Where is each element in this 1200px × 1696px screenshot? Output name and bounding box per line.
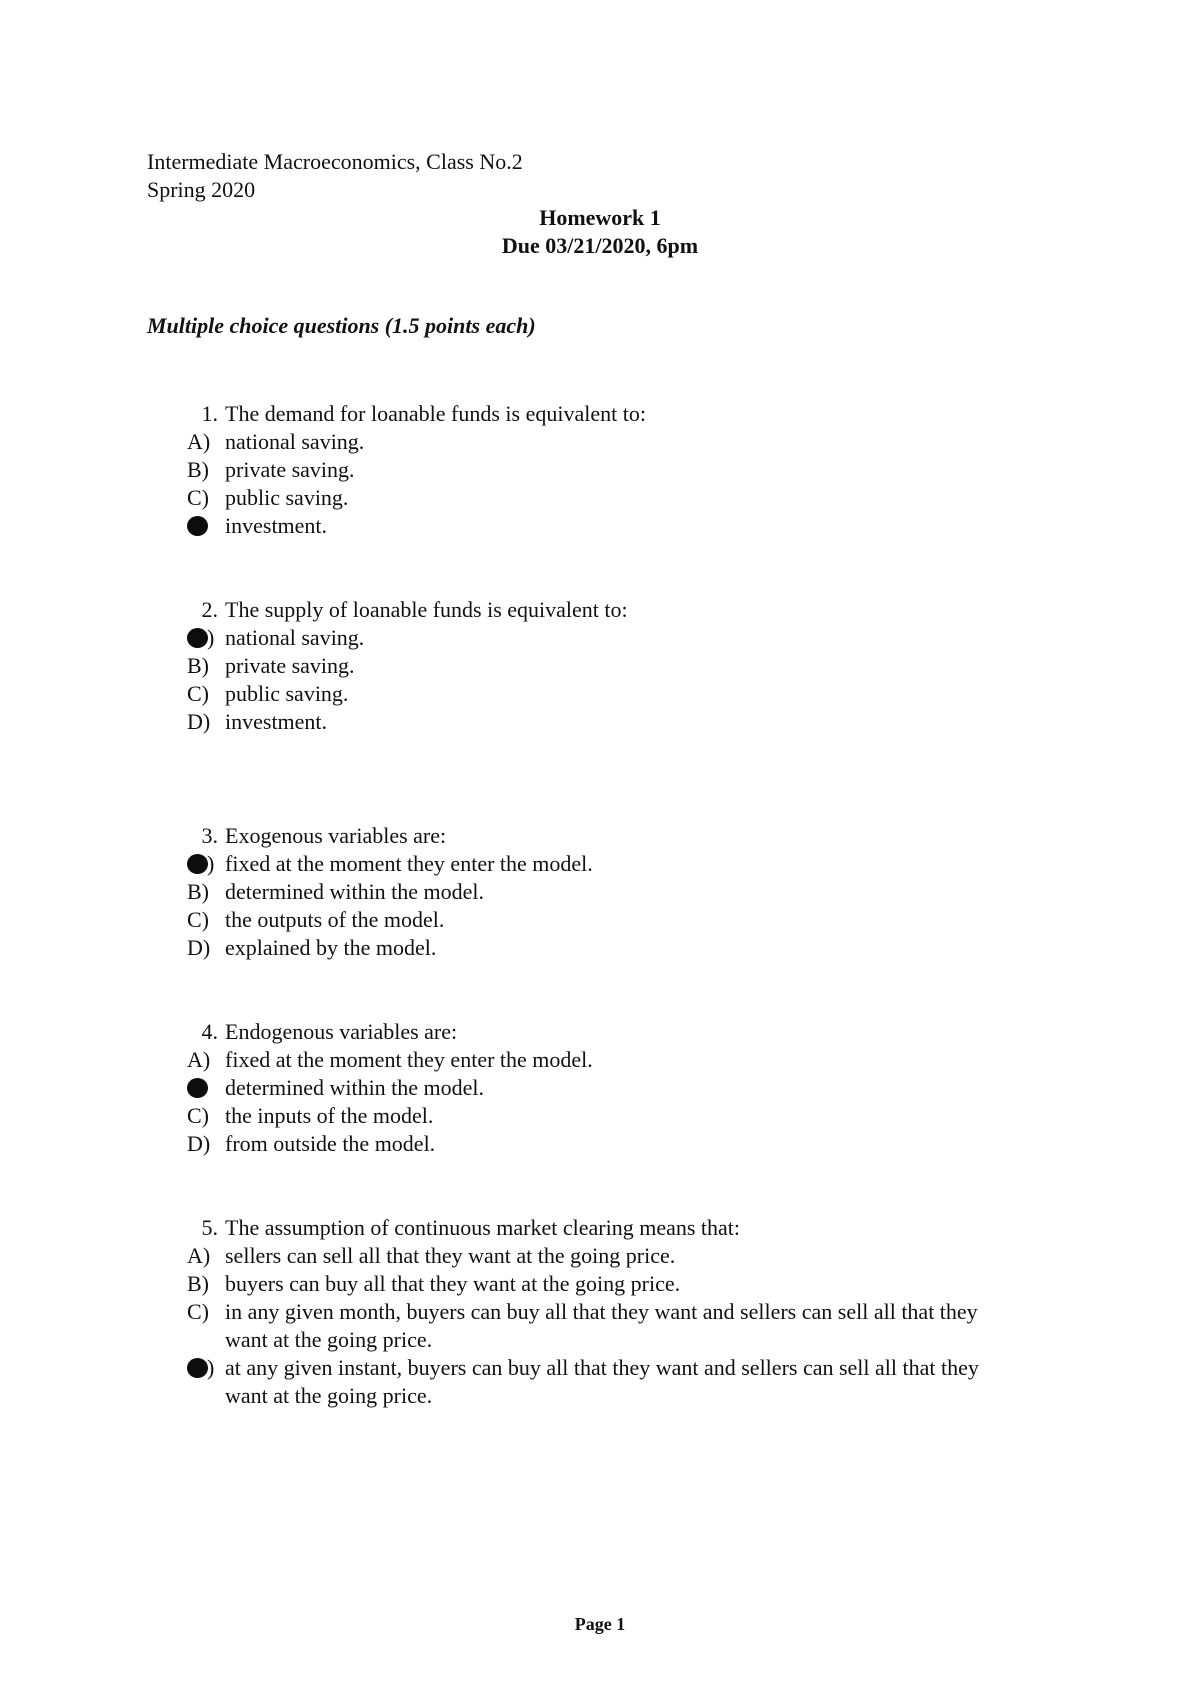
option-text: fixed at the moment they enter the model.: [225, 851, 593, 876]
question-3: [0, 822, 1200, 962]
option-b: [0, 1270, 1200, 1298]
question-number: 4.: [201, 1019, 218, 1044]
option-d: [0, 1130, 1200, 1158]
question-stem: [0, 1214, 1200, 1242]
option-text: investment.: [225, 709, 328, 734]
option-text: the inputs of the model.: [225, 1103, 434, 1128]
option-a: [0, 428, 1200, 456]
option-text: public saving.: [225, 485, 349, 510]
option-text: buyers can buy all that they want at the going price.: [225, 1271, 681, 1296]
option-text: fixed at the moment they enter the model.: [225, 1047, 593, 1072]
option-letter: C): [187, 485, 209, 510]
option-b: [0, 652, 1200, 680]
filled-answer-bubble-icon: [187, 628, 208, 648]
option-letter: A): [187, 1243, 211, 1268]
option-a: [0, 1046, 1200, 1074]
option-b: [0, 1074, 1200, 1102]
question-stem: [0, 596, 1200, 624]
option-letter: D): [187, 709, 211, 734]
option-text: explained by the model.: [225, 935, 437, 960]
option-text: the outputs of the model.: [225, 907, 445, 932]
option-text: public saving.: [225, 681, 349, 706]
question-text: Endogenous variables are:: [225, 1019, 458, 1044]
question-5: [0, 1214, 1200, 1410]
question-stem: [0, 400, 1200, 428]
option-d: [0, 708, 1200, 736]
option-text: determined within the model.: [225, 1075, 485, 1100]
option-d: [0, 512, 1200, 540]
option-c: [0, 680, 1200, 708]
question-text: The demand for loanable funds is equivalent to:: [225, 401, 646, 426]
option-letter: C): [187, 1299, 209, 1324]
option-c: [0, 906, 1200, 934]
option-d: ) at any given instant, buyers can buy all that they want and sellers can sell all that they want at the going price.: [0, 1354, 1200, 1410]
section-title: Multiple choice questions (1.5 points each): [147, 313, 536, 338]
question-text: The assumption of continuous market clearing means that:: [225, 1215, 741, 1240]
question-number: 1.: [201, 401, 218, 426]
filled-answer-bubble-icon: [187, 516, 208, 536]
option-letter: D): [187, 1131, 211, 1156]
due-date: Due 03/21/2020, 6pm: [501, 233, 699, 258]
question-stem: [0, 1018, 1200, 1046]
course-name: Intermediate Macroeconomics, Class No.2: [147, 149, 523, 174]
question-text: The supply of loanable funds is equivalent to:: [225, 597, 628, 622]
question-2: [0, 596, 1200, 736]
option-text: in any given month, buyers can buy all that they want and sellers can sell all that they want at the going price.: [225, 1299, 978, 1352]
option-text: national saving.: [225, 429, 365, 454]
option-a: ) national saving.: [0, 624, 1200, 652]
option-letter: B): [187, 457, 209, 482]
option-c: [0, 484, 1200, 512]
question-stem: [0, 822, 1200, 850]
option-text: from outside the model.: [225, 1131, 436, 1156]
option-c: [0, 1298, 1200, 1354]
option-text: national saving.: [225, 625, 365, 650]
filled-answer-bubble-icon: [187, 854, 208, 874]
filled-answer-bubble-icon: [187, 1078, 208, 1098]
term: Spring 2020: [147, 177, 256, 202]
option-d: [0, 934, 1200, 962]
option-text: private saving.: [225, 457, 355, 482]
question-1: [0, 400, 1200, 540]
question-number: 3.: [201, 823, 218, 848]
option-a: ) fixed at the moment they enter the model.: [0, 850, 1200, 878]
option-letter: A): [187, 1047, 211, 1072]
option-text: investment.: [225, 513, 328, 538]
option-text: private saving.: [225, 653, 355, 678]
filled-answer-bubble-icon: [187, 1358, 208, 1378]
option-letter: A): [187, 429, 211, 454]
option-text: determined within the model.: [225, 879, 485, 904]
page-number: Page 1: [574, 1614, 626, 1634]
question-4: [0, 1018, 1200, 1158]
option-letter: C): [187, 681, 209, 706]
option-b: [0, 456, 1200, 484]
option-letter: B): [187, 879, 209, 904]
option-letter: B): [187, 1271, 209, 1296]
homework-title: Homework 1: [539, 205, 661, 230]
option-letter: C): [187, 1103, 209, 1128]
option-b: [0, 878, 1200, 906]
question-number: 5.: [201, 1215, 218, 1240]
option-letter: D): [187, 935, 211, 960]
option-text: sellers can sell all that they want at the going price.: [225, 1243, 676, 1268]
option-a: [0, 1242, 1200, 1270]
option-letter: B): [187, 653, 209, 678]
option-letter: C): [187, 907, 209, 932]
question-text: Exogenous variables are:: [225, 823, 447, 848]
question-number: 2.: [201, 597, 218, 622]
option-text: at any given instant, buyers can buy all that they want and sellers can sell all that they want at the going price.: [225, 1355, 979, 1408]
option-c: [0, 1102, 1200, 1130]
